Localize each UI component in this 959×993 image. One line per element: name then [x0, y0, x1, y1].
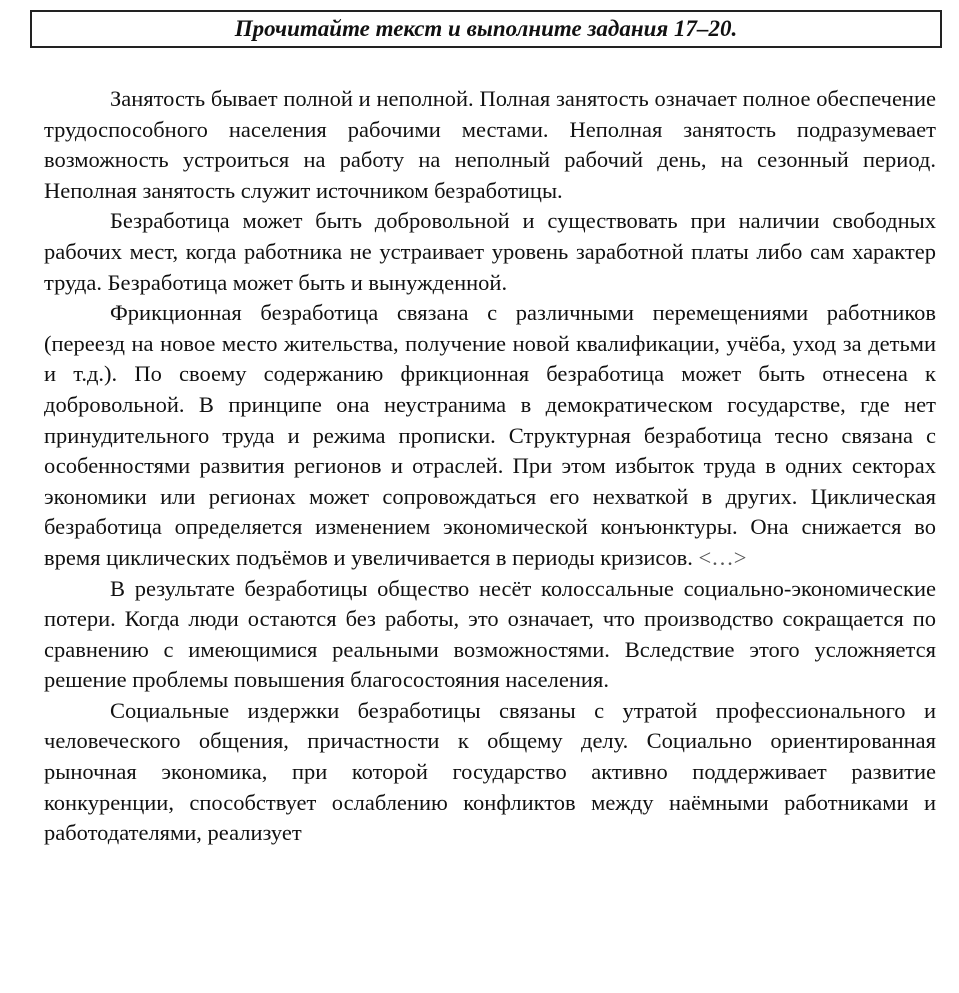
paragraph-4: В результате безработицы общество несёт колоссальные социально-экономические потери. Когда люди остаются без работы, это означает, что производство сокращается по сравнению с имеющимися реальными возможностями. Вследствие этого усложняется решение проблемы повышения благосостояния населения.: [44, 575, 936, 693]
paragraph-3: [44, 298, 936, 573]
paragraph-2: Безработица может быть добровольной и существовать при наличии свободных рабочих мест, когда работника не устраивает уровень заработной платы либо сам характер труда. Безработица может быть и вынужденной.: [44, 208, 936, 295]
task-instruction: Прочитайте текст и выполните задания 17–20.: [234, 16, 738, 41]
article-text: [44, 84, 936, 849]
paragraph-1: Занятость бывает полной и неполной. Полная занятость означает полное обеспечение трудоспособного населения рабочими местами. Неполная занятость подразумевает возможность устроиться на работу на неполный рабочий день, на сезонный период. Неполная занятость служит источником безработицы.: [44, 86, 936, 203]
omission-mark: <…>: [698, 544, 747, 570]
paragraph-5: Социальные издержки безработицы связаны с утратой профессионального и человеческого общения, причастности к общему делу. Социально ориентированная рыночная экономика, при которой государство активно поддерживает развитие конкуренции, способствует ослаблению конфликтов между наёмными работниками и работодателями, реализует: [44, 697, 936, 846]
task-instruction-box: [30, 10, 942, 48]
paragraph-3-text: Фрикционная безработица связана с различными перемещениями работников (переезд на новое место жительства, получение новой квалификации, учёба, уход за детьми и т.д.). По своему содержанию фрикционная безработица может быть отнесена к добровольной. В принципе она неустранима в демократическом государстве, где нет принудительного труда и режима прописки. Структурная безработица тесно связана с особенностями развития регионов и отраслей. При этом избыток труда в одних секторах экономики или регионах может сопровождаться его нехваткой в других. Циклическая безработица определяется изменением экономической конъюнктуры. Она снижается во время циклических подъёмов и увеличивается в периоды кризисов.: [44, 300, 936, 570]
